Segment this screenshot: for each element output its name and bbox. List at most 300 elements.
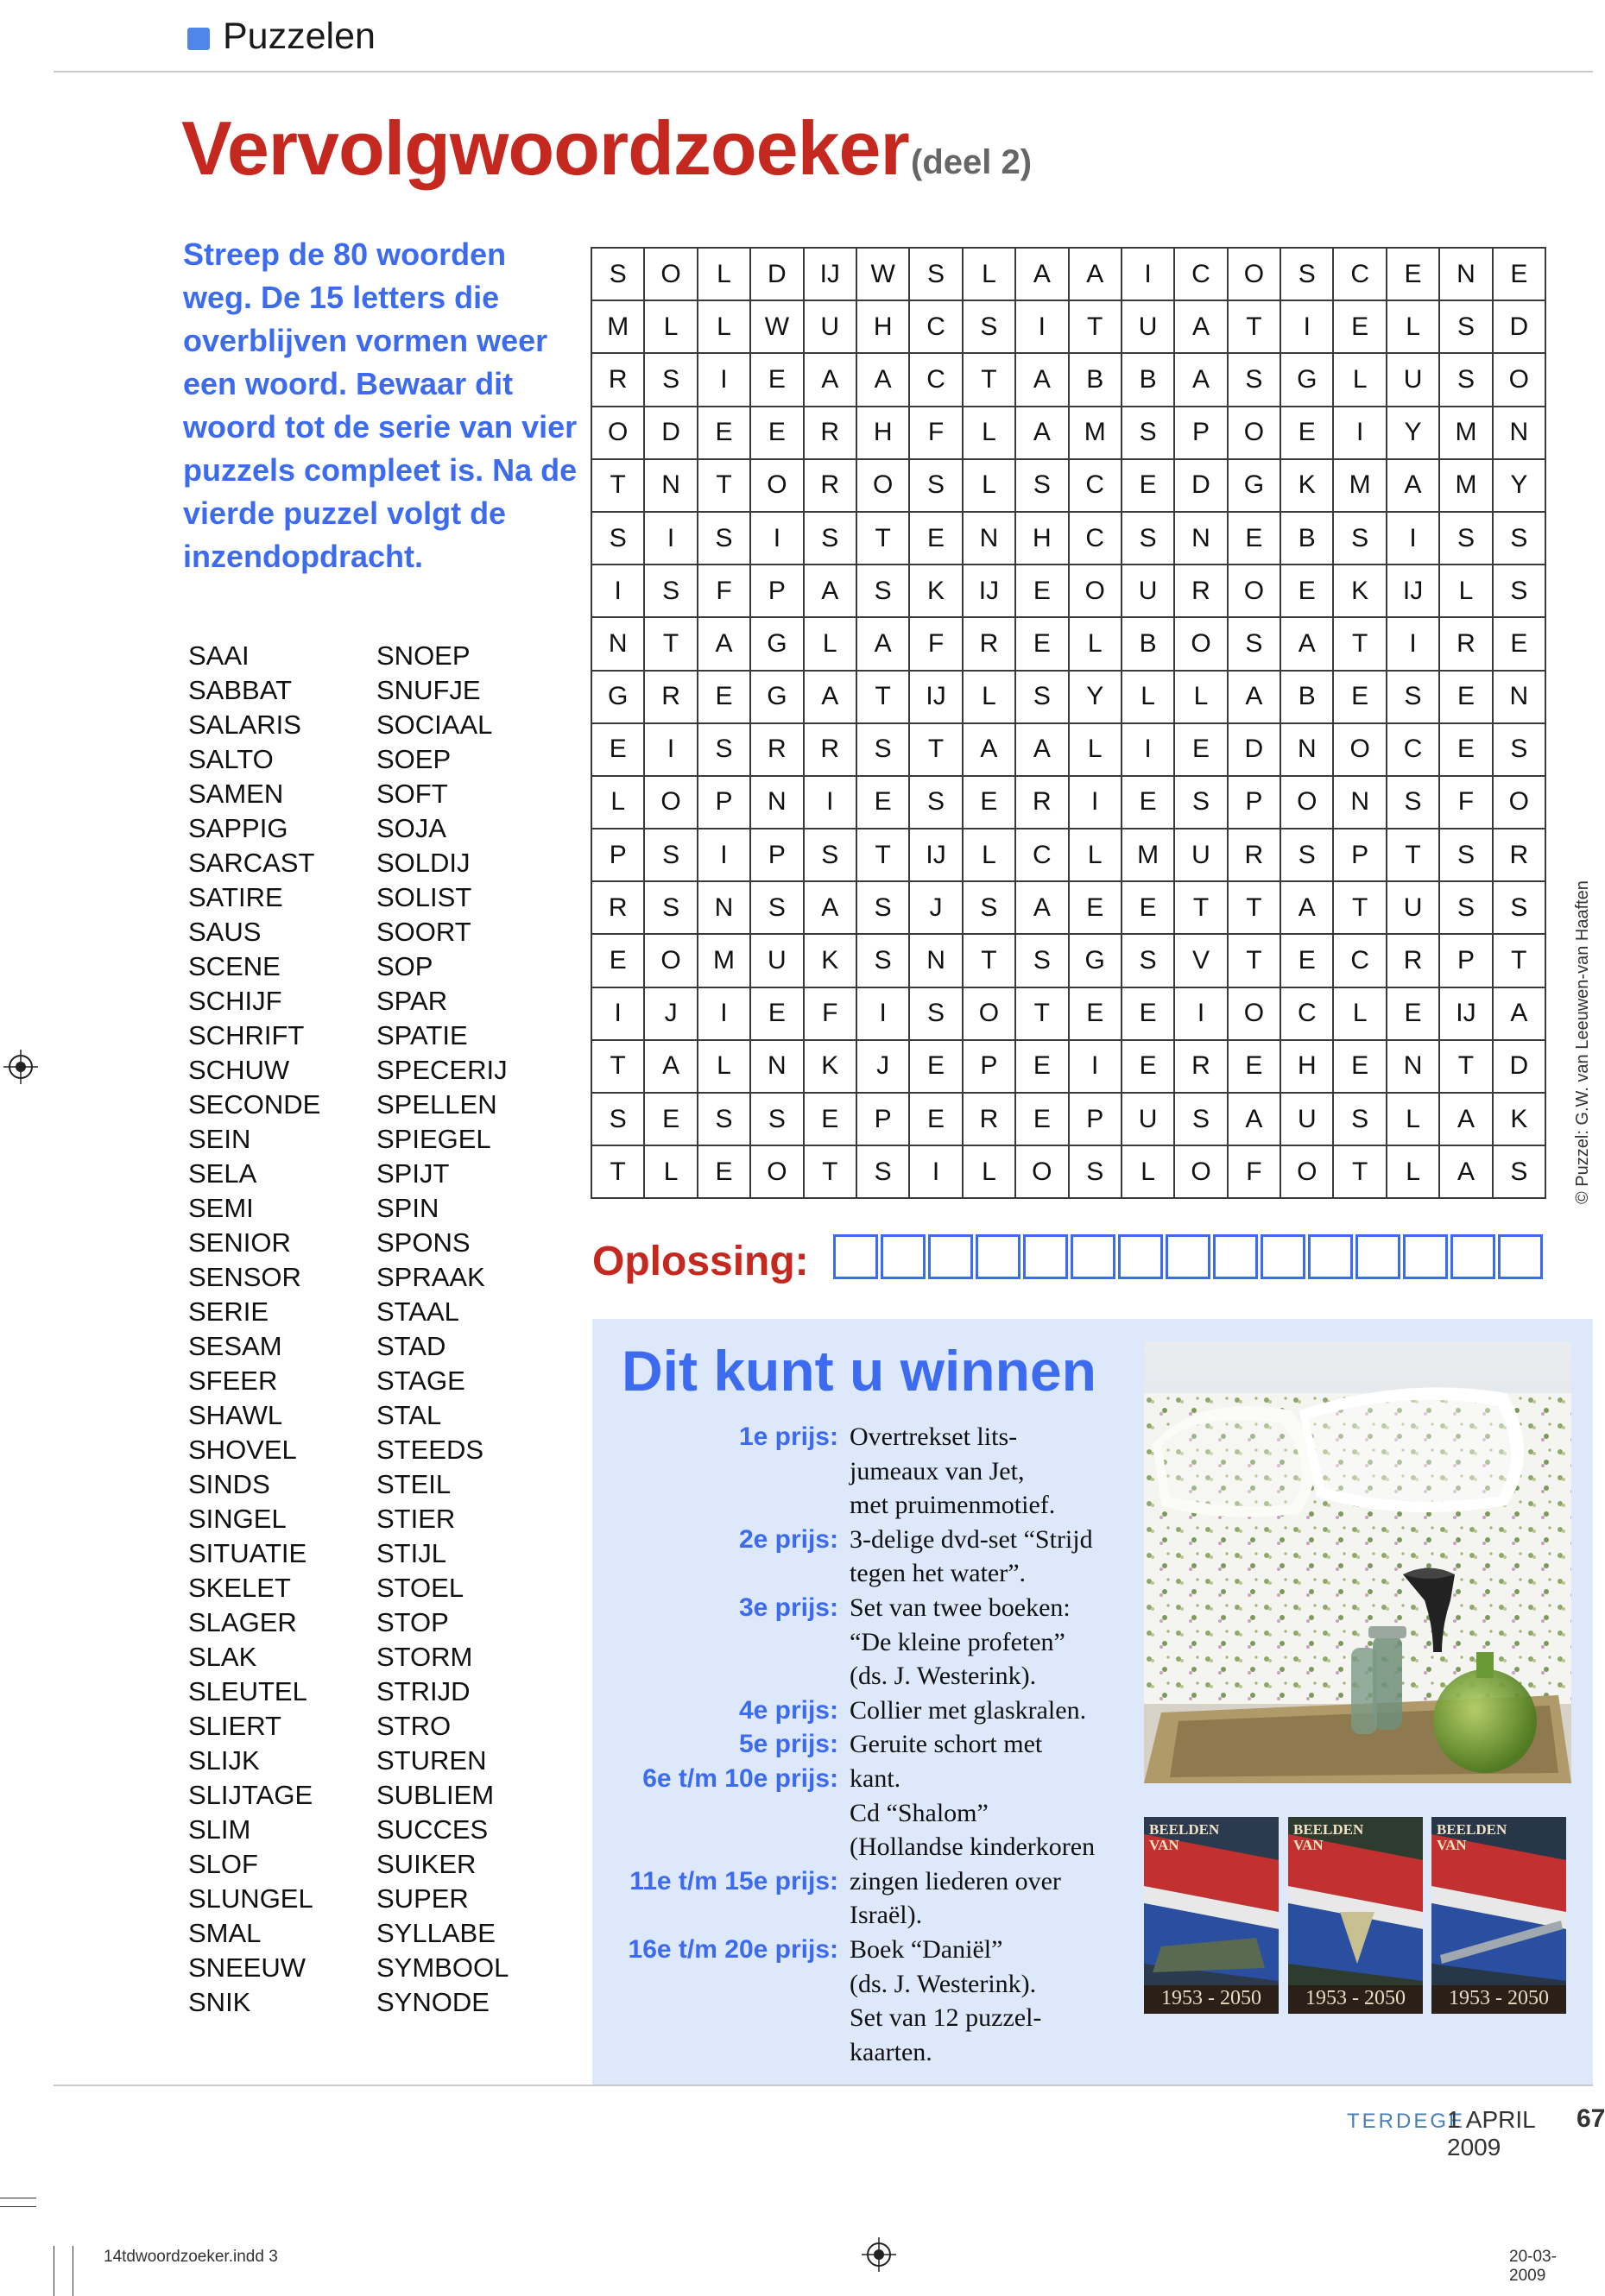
grid-cell[interactable]: I [698,987,750,1040]
grid-cell[interactable]: A [1228,1093,1280,1145]
grid-cell[interactable]: J [644,987,697,1040]
grid-cell[interactable]: D [644,407,697,459]
grid-cell[interactable]: S [1439,512,1492,565]
grid-cell[interactable]: S [1122,934,1174,987]
grid-cell[interactable]: I [1122,723,1174,776]
grid-cell[interactable]: S [804,829,856,881]
grid-cell[interactable]: O [750,1145,803,1198]
grid-cell[interactable]: I [804,776,856,829]
grid-cell[interactable]: S [909,248,962,300]
grid-cell[interactable]: S [1228,353,1280,406]
grid-cell[interactable]: F [1439,776,1492,829]
grid-cell[interactable]: K [804,934,856,987]
grid-cell[interactable]: N [1493,407,1545,459]
grid-cell[interactable]: E [1280,407,1333,459]
grid-cell[interactable]: I [644,512,697,565]
grid-cell[interactable]: R [804,723,856,776]
grid-cell[interactable]: P [750,829,803,881]
grid-cell[interactable]: M [1069,407,1122,459]
grid-cell[interactable]: I [750,512,803,565]
grid-cell[interactable]: S [1228,617,1280,670]
grid-cell[interactable]: W [750,300,803,353]
grid-cell[interactable]: P [963,1040,1015,1093]
grid-cell[interactable]: W [856,248,909,300]
grid-cell[interactable]: E [1493,617,1545,670]
grid-cell[interactable]: O [1280,1145,1333,1198]
grid-cell[interactable]: L [698,300,750,353]
grid-cell[interactable]: I [909,1145,962,1198]
grid-cell[interactable]: I [1174,987,1227,1040]
grid-cell[interactable]: F [1228,1145,1280,1198]
grid-cell[interactable]: A [804,671,856,723]
grid-cell[interactable]: S [644,565,697,617]
grid-cell[interactable]: N [1174,512,1227,565]
grid-cell[interactable]: E [1439,671,1492,723]
grid-cell[interactable]: M [1439,407,1492,459]
solution-letter-box[interactable] [881,1234,926,1279]
grid-cell[interactable]: I [856,987,909,1040]
grid-cell[interactable]: A [1174,353,1227,406]
grid-cell[interactable]: E [963,776,1015,829]
grid-cell[interactable]: E [1228,512,1280,565]
grid-cell[interactable]: U [1122,1093,1174,1145]
grid-cell[interactable]: K [909,565,962,617]
grid-cell[interactable]: S [1387,776,1439,829]
grid-cell[interactable]: B [1280,671,1333,723]
grid-cell[interactable]: M [698,934,750,987]
grid-cell[interactable]: T [1174,881,1227,934]
grid-cell[interactable]: A [1015,353,1068,406]
grid-cell[interactable]: S [1493,1145,1545,1198]
grid-cell[interactable]: T [1015,987,1068,1040]
grid-cell[interactable]: P [1333,829,1386,881]
grid-cell[interactable]: G [1280,353,1333,406]
grid-cell[interactable]: U [1174,829,1227,881]
grid-cell[interactable]: S [963,881,1015,934]
grid-cell[interactable]: T [804,1145,856,1198]
grid-cell[interactable]: T [591,459,644,512]
grid-cell[interactable]: S [963,300,1015,353]
grid-cell[interactable]: C [1387,723,1439,776]
grid-cell[interactable]: R [804,459,856,512]
grid-cell[interactable]: L [1387,1145,1439,1198]
grid-cell[interactable]: E [1439,723,1492,776]
grid-cell[interactable]: L [963,829,1015,881]
grid-cell[interactable]: L [698,248,750,300]
grid-cell[interactable]: A [1280,617,1333,670]
solution-letter-box[interactable] [1403,1234,1448,1279]
grid-cell[interactable]: O [1280,776,1333,829]
grid-cell[interactable]: G [1069,934,1122,987]
grid-cell[interactable]: S [1439,353,1492,406]
grid-cell[interactable]: L [963,407,1015,459]
grid-cell[interactable]: A [1439,1093,1492,1145]
grid-cell[interactable]: I [1069,776,1122,829]
grid-cell[interactable]: O [1174,1145,1227,1198]
grid-cell[interactable]: T [1387,829,1439,881]
grid-cell[interactable]: G [750,617,803,670]
grid-cell[interactable]: Y [1069,671,1122,723]
grid-cell[interactable]: E [1493,248,1545,300]
solution-letter-box[interactable] [1498,1234,1543,1279]
grid-cell[interactable]: L [963,248,1015,300]
grid-cell[interactable]: A [963,723,1015,776]
grid-cell[interactable]: D [1493,300,1545,353]
grid-cell[interactable]: M [1122,829,1174,881]
grid-cell[interactable]: S [591,512,644,565]
grid-cell[interactable]: M [1333,459,1386,512]
grid-cell[interactable]: S [1280,829,1333,881]
grid-cell[interactable]: I [591,565,644,617]
grid-cell[interactable]: R [1174,1040,1227,1093]
grid-cell[interactable]: B [1280,512,1333,565]
grid-cell[interactable]: F [909,617,962,670]
grid-cell[interactable]: S [698,723,750,776]
grid-cell[interactable]: I [1122,248,1174,300]
grid-cell[interactable]: U [750,934,803,987]
grid-cell[interactable]: R [591,881,644,934]
grid-cell[interactable]: S [1439,829,1492,881]
grid-cell[interactable]: O [644,248,697,300]
grid-cell[interactable]: B [1122,617,1174,670]
grid-cell[interactable]: R [644,671,697,723]
grid-cell[interactable]: T [856,829,909,881]
grid-cell[interactable]: U [1387,353,1439,406]
grid-cell[interactable]: IJ [1439,987,1492,1040]
grid-cell[interactable]: S [698,512,750,565]
grid-cell[interactable]: O [1228,407,1280,459]
grid-cell[interactable]: S [591,248,644,300]
grid-cell[interactable]: S [1493,512,1545,565]
grid-cell[interactable]: S [1439,300,1492,353]
solution-letter-box[interactable] [1213,1234,1258,1279]
grid-cell[interactable]: M [1439,459,1492,512]
grid-cell[interactable]: S [856,881,909,934]
grid-cell[interactable]: O [1493,353,1545,406]
grid-cell[interactable]: P [856,1093,909,1145]
grid-cell[interactable]: A [1069,248,1122,300]
grid-cell[interactable]: H [856,407,909,459]
grid-cell[interactable]: D [1174,459,1227,512]
grid-cell[interactable]: E [750,353,803,406]
grid-cell[interactable]: N [750,776,803,829]
grid-cell[interactable]: A [644,1040,697,1093]
grid-cell[interactable]: S [1015,671,1068,723]
grid-cell[interactable]: M [591,300,644,353]
grid-cell[interactable]: N [1333,776,1386,829]
grid-cell[interactable]: S [804,512,856,565]
grid-cell[interactable]: R [1228,829,1280,881]
grid-cell[interactable]: F [909,407,962,459]
grid-cell[interactable]: C [1333,934,1386,987]
grid-cell[interactable]: R [1493,829,1545,881]
grid-cell[interactable]: H [1280,1040,1333,1093]
grid-cell[interactable]: N [909,934,962,987]
grid-cell[interactable]: I [1015,300,1068,353]
solution-letter-box[interactable] [833,1234,878,1279]
grid-cell[interactable]: J [909,881,962,934]
solution-letter-box[interactable] [1450,1234,1495,1279]
grid-cell[interactable]: E [750,407,803,459]
grid-cell[interactable]: A [804,565,856,617]
grid-cell[interactable]: A [1174,300,1227,353]
grid-cell[interactable]: T [963,934,1015,987]
grid-cell[interactable]: S [591,1093,644,1145]
grid-cell[interactable]: A [804,881,856,934]
grid-cell[interactable]: L [963,671,1015,723]
grid-cell[interactable]: N [644,459,697,512]
grid-cell[interactable]: S [698,1093,750,1145]
solution-letter-box[interactable] [928,1234,973,1279]
grid-cell[interactable]: R [750,723,803,776]
grid-cell[interactable]: P [698,776,750,829]
grid-cell[interactable]: N [1280,723,1333,776]
grid-cell[interactable]: E [591,934,644,987]
grid-cell[interactable]: P [1174,407,1227,459]
grid-cell[interactable]: C [1069,459,1122,512]
grid-cell[interactable]: N [698,881,750,934]
grid-cell[interactable]: D [1228,723,1280,776]
grid-cell[interactable]: L [1069,829,1122,881]
grid-cell[interactable]: K [1333,565,1386,617]
grid-cell[interactable]: T [1069,300,1122,353]
grid-cell[interactable]: O [644,776,697,829]
grid-cell[interactable]: L [1122,1145,1174,1198]
grid-cell[interactable]: E [1280,565,1333,617]
grid-cell[interactable]: N [1439,248,1492,300]
grid-cell[interactable]: S [1493,565,1545,617]
grid-cell[interactable]: E [1015,1040,1068,1093]
grid-cell[interactable]: H [1015,512,1068,565]
solution-boxes[interactable] [833,1234,1545,1279]
grid-cell[interactable]: L [963,1145,1015,1198]
grid-cell[interactable]: R [591,353,644,406]
grid-cell[interactable]: L [1387,1093,1439,1145]
grid-cell[interactable]: L [1122,671,1174,723]
grid-cell[interactable]: A [856,617,909,670]
grid-cell[interactable]: S [1122,512,1174,565]
grid-cell[interactable]: L [644,300,697,353]
grid-cell[interactable]: R [804,407,856,459]
grid-cell[interactable]: A [856,353,909,406]
grid-cell[interactable]: C [909,353,962,406]
grid-cell[interactable]: A [1493,987,1545,1040]
grid-cell[interactable]: A [1015,407,1068,459]
solution-letter-box[interactable] [1308,1234,1353,1279]
grid-cell[interactable]: Y [1387,407,1439,459]
grid-cell[interactable]: S [750,881,803,934]
grid-cell[interactable]: U [1280,1093,1333,1145]
grid-cell[interactable]: E [750,987,803,1040]
grid-cell[interactable]: I [644,723,697,776]
grid-cell[interactable]: O [1228,248,1280,300]
grid-cell[interactable]: E [909,512,962,565]
grid-cell[interactable]: R [1015,776,1068,829]
grid-cell[interactable]: P [1439,934,1492,987]
grid-cell[interactable]: E [1015,1093,1068,1145]
grid-cell[interactable]: U [1122,565,1174,617]
grid-cell[interactable]: A [804,353,856,406]
grid-cell[interactable]: E [1015,565,1068,617]
grid-cell[interactable]: E [804,1093,856,1145]
grid-cell[interactable]: T [1228,300,1280,353]
grid-cell[interactable]: L [963,459,1015,512]
grid-cell[interactable]: T [1333,1145,1386,1198]
grid-cell[interactable]: E [1174,723,1227,776]
grid-cell[interactable]: Y [1493,459,1545,512]
grid-cell[interactable]: T [591,1145,644,1198]
grid-cell[interactable]: N [750,1040,803,1093]
grid-cell[interactable]: C [1069,512,1122,565]
grid-cell[interactable]: I [591,987,644,1040]
grid-cell[interactable]: O [1069,565,1122,617]
grid-cell[interactable]: N [591,617,644,670]
grid-cell[interactable]: O [750,459,803,512]
grid-cell[interactable]: E [1122,987,1174,1040]
grid-cell[interactable]: O [1228,987,1280,1040]
grid-cell[interactable]: T [856,671,909,723]
grid-cell[interactable]: E [1069,881,1122,934]
grid-cell[interactable]: S [1439,881,1492,934]
grid-cell[interactable]: L [1069,617,1122,670]
grid-cell[interactable]: L [644,1145,697,1198]
grid-cell[interactable]: O [1493,776,1545,829]
grid-cell[interactable]: V [1174,934,1227,987]
grid-cell[interactable]: N [1387,1040,1439,1093]
grid-cell[interactable]: K [1280,459,1333,512]
grid-cell[interactable]: T [698,459,750,512]
grid-cell[interactable]: C [1015,829,1068,881]
grid-cell[interactable]: R [1439,617,1492,670]
grid-cell[interactable]: C [1280,987,1333,1040]
grid-cell[interactable]: E [1122,459,1174,512]
grid-cell[interactable]: B [1069,353,1122,406]
grid-cell[interactable]: IJ [963,565,1015,617]
grid-cell[interactable]: I [1387,617,1439,670]
grid-cell[interactable]: S [1122,407,1174,459]
solution-letter-box[interactable] [1355,1234,1400,1279]
grid-cell[interactable]: N [963,512,1015,565]
grid-cell[interactable]: F [698,565,750,617]
grid-cell[interactable]: O [591,407,644,459]
grid-cell[interactable]: S [750,1093,803,1145]
solution-letter-box[interactable] [1118,1234,1163,1279]
grid-cell[interactable]: I [698,353,750,406]
grid-cell[interactable]: E [909,1040,962,1093]
grid-cell[interactable]: P [1069,1093,1122,1145]
grid-cell[interactable]: S [1333,1093,1386,1145]
solution-letter-box[interactable] [1261,1234,1305,1279]
grid-cell[interactable]: O [1228,565,1280,617]
grid-cell[interactable]: A [1280,881,1333,934]
grid-cell[interactable]: T [1228,881,1280,934]
grid-cell[interactable]: I [1069,1040,1122,1093]
grid-cell[interactable]: L [804,617,856,670]
grid-cell[interactable]: T [909,723,962,776]
grid-cell[interactable]: U [804,300,856,353]
grid-cell[interactable]: B [1122,353,1174,406]
grid-cell[interactable]: T [1333,617,1386,670]
grid-cell[interactable]: P [1228,776,1280,829]
grid-cell[interactable]: IJ [909,671,962,723]
grid-cell[interactable]: E [1333,671,1386,723]
grid-cell[interactable]: E [591,723,644,776]
grid-cell[interactable]: S [909,987,962,1040]
solution-letter-box[interactable] [1071,1234,1115,1279]
grid-cell[interactable]: L [1174,671,1227,723]
grid-cell[interactable]: R [1387,934,1439,987]
grid-cell[interactable]: E [909,1093,962,1145]
grid-cell[interactable]: D [1493,1040,1545,1093]
grid-cell[interactable]: R [1174,565,1227,617]
grid-cell[interactable]: IJ [1387,565,1439,617]
grid-cell[interactable]: E [1280,934,1333,987]
grid-cell[interactable]: S [644,829,697,881]
grid-cell[interactable]: U [1122,300,1174,353]
grid-cell[interactable]: L [1333,353,1386,406]
grid-cell[interactable]: C [1333,248,1386,300]
grid-cell[interactable]: S [1333,512,1386,565]
grid-cell[interactable]: C [909,300,962,353]
grid-cell[interactable]: T [1333,881,1386,934]
grid-cell[interactable]: I [698,829,750,881]
grid-cell[interactable]: T [591,1040,644,1093]
grid-cell[interactable]: E [1122,1040,1174,1093]
grid-cell[interactable]: I [1333,407,1386,459]
grid-cell[interactable]: T [1493,934,1545,987]
grid-cell[interactable]: S [1015,934,1068,987]
grid-cell[interactable]: S [856,565,909,617]
grid-cell[interactable]: E [698,407,750,459]
grid-cell[interactable]: E [1069,987,1122,1040]
grid-cell[interactable]: O [644,934,697,987]
grid-cell[interactable]: IJ [909,829,962,881]
solution-letter-box[interactable] [1023,1234,1068,1279]
grid-cell[interactable]: E [856,776,909,829]
grid-cell[interactable]: S [909,459,962,512]
grid-cell[interactable]: T [856,512,909,565]
grid-cell[interactable]: R [963,1093,1015,1145]
grid-cell[interactable]: O [963,987,1015,1040]
grid-cell[interactable]: I [1387,512,1439,565]
grid-cell[interactable]: O [1015,1145,1068,1198]
grid-cell[interactable]: S [856,1145,909,1198]
grid-cell[interactable]: S [1015,459,1068,512]
grid-cell[interactable]: A [1387,459,1439,512]
grid-cell[interactable]: I [1280,300,1333,353]
grid-cell[interactable]: N [1493,671,1545,723]
grid-cell[interactable]: S [1387,671,1439,723]
grid-cell[interactable]: K [1493,1093,1545,1145]
grid-cell[interactable]: T [1439,1040,1492,1093]
grid-cell[interactable]: A [698,617,750,670]
grid-cell[interactable]: R [963,617,1015,670]
grid-cell[interactable]: O [1174,617,1227,670]
grid-cell[interactable]: S [1069,1145,1122,1198]
grid-cell[interactable]: S [1174,1093,1227,1145]
grid-cell[interactable]: IJ [804,248,856,300]
grid-cell[interactable]: E [1387,248,1439,300]
grid-cell[interactable]: T [963,353,1015,406]
grid-cell[interactable]: A [1228,671,1280,723]
grid-cell[interactable]: E [1387,987,1439,1040]
grid-cell[interactable]: E [1228,1040,1280,1093]
grid-cell[interactable]: E [644,1093,697,1145]
grid-cell[interactable]: E [1333,1040,1386,1093]
grid-cell[interactable]: S [644,353,697,406]
grid-cell[interactable]: L [1439,565,1492,617]
grid-cell[interactable]: S [856,934,909,987]
